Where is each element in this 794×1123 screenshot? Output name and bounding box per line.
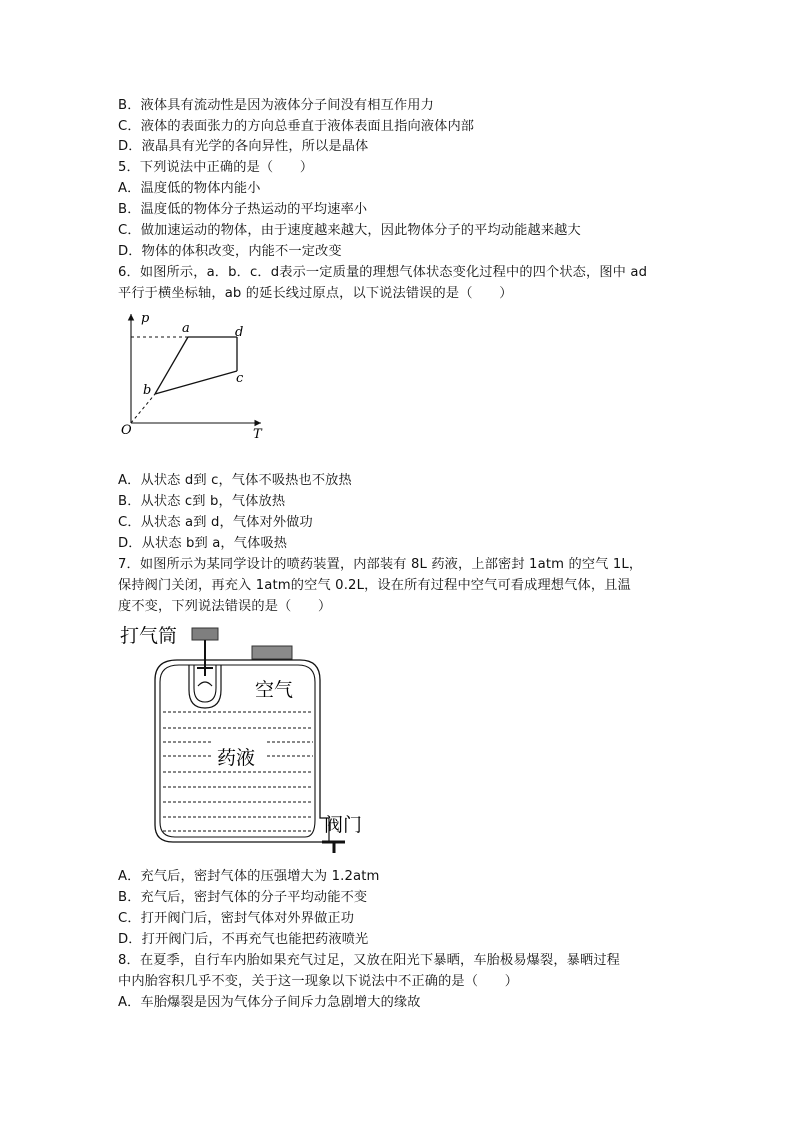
label-liquid: 药液 [217,747,256,769]
option-6d: D．从状态 b到 a，气体吸热 [118,536,288,551]
option-4b: B．液体具有流动性是因为液体分子间没有相互作用力 [118,98,434,113]
label-O: O [121,423,132,438]
pt-diagram [115,308,275,448]
line-ba [155,337,188,394]
container-outer-wall [155,660,329,818]
label-T: T [253,427,262,442]
option-5c: C．做加速运动的物体，由于速度越来越大，因此物体分子的平均动能越来越大 [118,223,581,238]
question-6-stem-line2: 平行于横坐标轴，ab 的延长线过原点，以下说法错误的是（ ） [118,286,513,301]
label-pump: 打气筒 [120,625,178,647]
option-7d: D．打开阀门后，不再充气也能把药液喷光 [118,932,369,947]
sprayer-diagram [115,620,380,860]
label-b: b [143,383,152,398]
question-7-stem-line2: 保持阀门关闭，再充入 1atm的空气 0.2L，设在所有过程中空气可看成理想气体，且温 [118,578,631,593]
label-c: c [236,371,244,386]
dashed-extension-ab [131,394,155,423]
option-5b: B．温度低的物体分子热运动的平均速率小 [118,202,368,217]
option-7b: B．充气后，密封气体的分子平均动能不变 [118,890,368,905]
option-5d: D．物体的体积改变，内能不一定改变 [118,244,342,259]
option-6b: B．从状态 c到 b，气体放热 [118,494,286,509]
option-7c: C．打开阀门后，密封气体对外界做正功 [118,911,355,926]
option-8a: A．车胎爆裂是因为气体分子间斥力急剧增大的缘故 [118,995,421,1010]
question-8-stem-line2: 中内胎容积几乎不变，关于这一现象以下说法中不正确的是（ ） [118,974,519,989]
line-cb [155,371,237,394]
question-5-stem: 5．下列说法中正确的是（ ） [118,160,314,175]
liquid-level-lines [163,712,313,831]
pump-handle-icon [192,628,218,640]
container-cap-icon [252,646,292,659]
label-a: a [182,321,190,336]
label-p: p [141,311,150,326]
option-4c: C．液体的表面张力的方向总垂直于液体表面且指向液体内部 [118,119,475,134]
option-6a: A．从状态 d到 c，气体不吸热也不放热 [118,473,352,488]
question-6-stem-line1: 6．如图所示，a．b．c．d表示一定质量的理想气体状态变化过程中的四个状态，图中 ad [118,265,648,280]
label-valve: 阀门 [324,814,363,836]
label-d: d [235,325,244,340]
option-7a: A．充气后，密封气体的压强增大为 1.2atm [118,869,380,884]
option-6c: C．从状态 a到 d，气体对外做功 [118,515,313,530]
question-7-stem-line3: 度不变，下列说法错误的是（ ） [118,599,332,614]
label-air: 空气 [255,679,294,701]
question-8-stem-line1: 8．在夏季，自行车内胎如果充气过足，又放在阳光下暴晒，车胎极易爆裂，暴晒过程 [118,953,621,968]
option-5a: A．温度低的物体内能小 [118,181,261,196]
option-4d: D．液晶具有光学的各向异性，所以是晶体 [118,139,369,154]
question-7-stem-line1: 7．如图所示为某同学设计的喷药装置，内部装有 8L 药液，上部密封 1atm 的空气 1L， [118,557,643,572]
